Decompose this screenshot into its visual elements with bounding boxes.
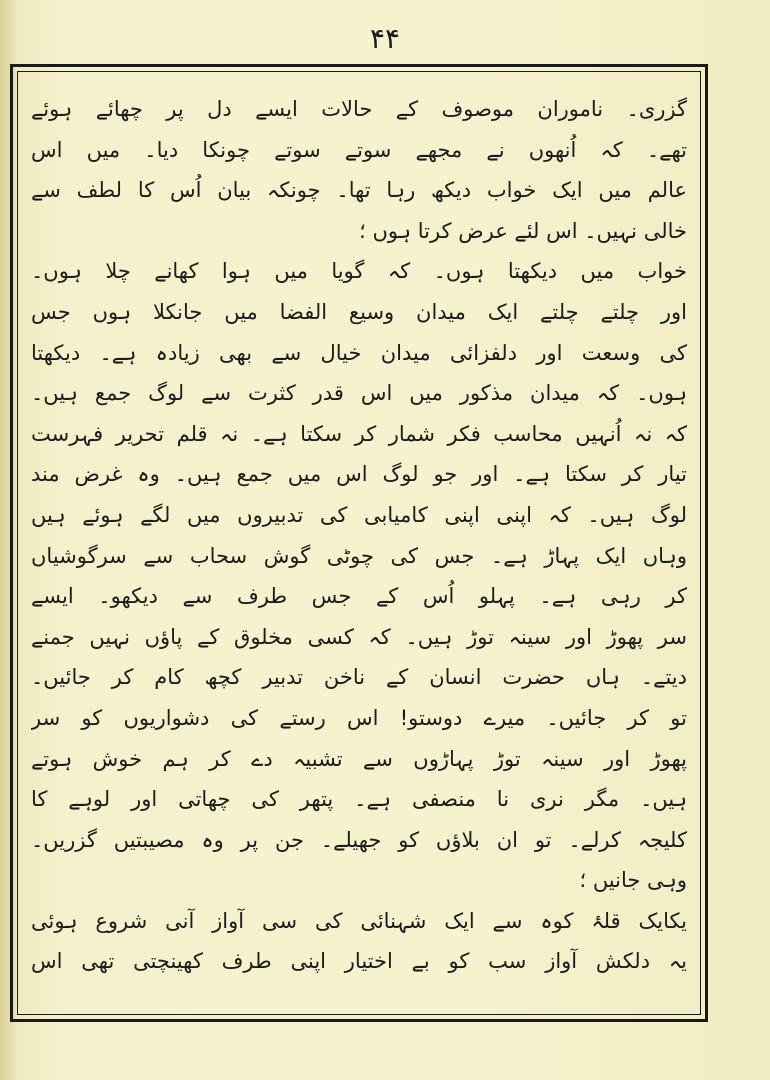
text-line: وہی جانیں ؛: [579, 868, 687, 893]
text-line: خالی نہیں۔ اس لئے عرض کرتا ہوں ؛: [359, 218, 687, 243]
text-line: یہ دلکش آواز سب کو بے اختیار اپنی طرف کھینچتی تھی اس: [31, 949, 687, 974]
text-line: عالم میں ایک خواب دیکھ رہا تھا۔ چونکہ بیان اُس کا لطف سے: [31, 178, 687, 203]
text-line: ہیں۔ مگر نری نا منصفی ہے۔ پتھر کی چھاتی اور لوہے کا: [31, 787, 687, 812]
text-line: وہاں ایک پہاڑ ہے۔ جس کی چوٹی گوش سحاب سے سرگوشیاں: [31, 543, 687, 568]
text-body: [31, 89, 687, 1005]
text-frame: [10, 64, 708, 1022]
text-line: دیتے۔ ہاں حضرت انسان کے ناخن تدبیر کچھ کام کر جائیں۔: [31, 665, 687, 690]
text-line: کر رہی ہے۔ پہلو اُس کے جس طرف سے دیکھو۔ ایسے: [31, 584, 687, 609]
text-line: سر پھوڑ اور سینہ توڑ ہیں۔ کہ کسی مخلوق کے پاؤں نہیں جمنے: [31, 624, 687, 649]
text-line: تو کر جائیں۔ میرے دوستو! اس رستے کی دشواریوں کو سر: [31, 705, 687, 730]
page-number: ۴۴: [369, 22, 401, 55]
text-line: اور چلتے چلتے ایک میدان وسیع الفضا میں جانکلا ہوں جس: [31, 299, 687, 324]
text-line: ہوں۔ کہ میدان مذکور میں اس قدر کثرت سے لوگ جمع ہیں۔: [31, 381, 687, 406]
text-line: پھوڑ اور سینہ توڑ پہاڑوں سے تشبیہ دے کر ہم خوش ہوتے: [31, 746, 687, 771]
text-line: کہ نہ اُنہیں محاسب فکر شمار کر سکتا ہے۔ نہ قلم تحریر فہرست: [31, 421, 687, 446]
text-line: کلیجہ کرلے۔ تو ان بلاؤں کو جھیلے۔ جن پر وہ مصیبتیں گزریں۔: [31, 827, 687, 852]
text-line: کی وسعت اور دلفزائی میدان خیال سے بھی زیادہ ہے۔ دیکھتا: [31, 340, 687, 365]
text-line: تھے۔ کہ اُنھوں نے مجھے سوتے سوتے چونکا دیا۔ میں اس: [31, 137, 687, 162]
text-line: گزری۔ ناموران موصوف کے حالات ایسے دل پر چھائے ہوئے: [31, 97, 687, 121]
text-line: خواب میں دیکھتا ہوں۔ کہ گویا میں ہوا کھانے چلا ہوں۔: [31, 259, 687, 284]
text-line: تیار کر سکتا ہے۔ اور جو لوگ اس میں جمع ہیں۔ وہ غرض مند: [31, 462, 687, 487]
text-line: یکایک قلۂ کوہ سے ایک شہنائی کی سی آواز آنی شروع ہوئی: [31, 908, 687, 933]
text-line: لوگ ہیں۔ کہ اپنی اپنی کامیابی کی تدبیروں میں لگے ہوئے ہیں: [31, 502, 687, 527]
